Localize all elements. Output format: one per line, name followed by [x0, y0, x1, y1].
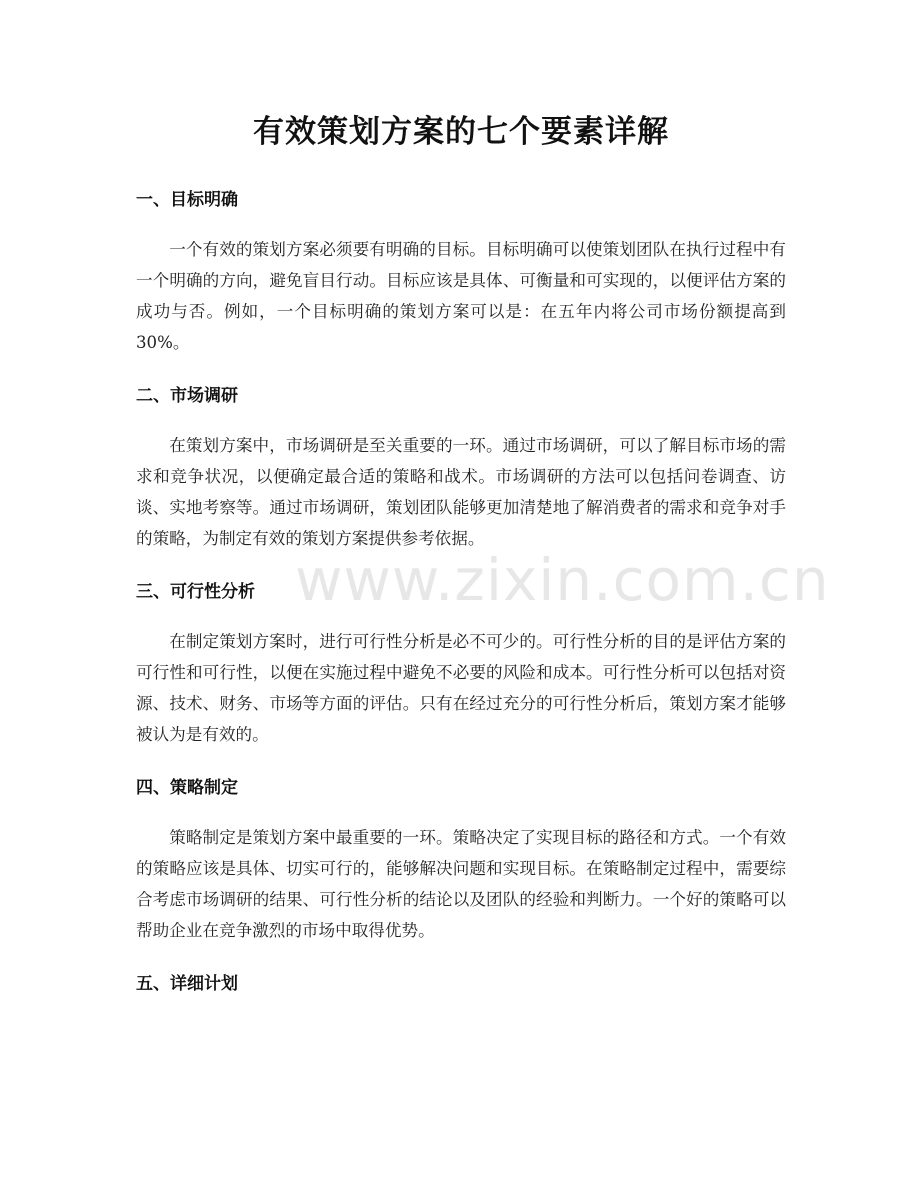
section-paragraph: 策略制定是策划方案中最重要的一环。策略决定了实现目标的路径和方式。一个有效的策略应该是具体、切实可行的，能够解决问题和实现目标。在策略制定过程中，需要综合考虑市场调研的结果、可行性分析的结论以及团队的经验和判断力。一个好的策略可以帮助企业在竞争激烈的市场中取得优势。: [136, 828, 786, 940]
section-feasibility: [136, 580, 786, 750]
section-goal: [136, 188, 786, 358]
document-title: 有效策划方案的七个要素详解: [253, 114, 669, 150]
section-heading: 二、市场调研: [136, 386, 238, 406]
section-heading: 四、策略制定: [136, 778, 238, 798]
document-content: [136, 110, 786, 996]
section-market-research: [136, 384, 786, 554]
section-paragraph: 在制定策划方案时，进行可行性分析是必不可少的。可行性分析的目的是评估方案的可行性和可行性，以便在实施过程中避免不必要的风险和成本。可行性分析可以包括对资源、技术、财务、市场等方面的评估。只有在经过充分的可行性分析后，策划方案才能够被认为是有效的。: [136, 632, 786, 744]
section-detailed-plan: [136, 972, 786, 996]
section-paragraph: 一个有效的策划方案必须要有明确的目标。目标明确可以使策划团队在执行过程中有一个明确的方向，避免盲目行动。目标应该是具体、可衡量和可实现的，以便评估方案的成功与否。例如，一个目标明确的策划方案可以是：在五年内将公司市场份额提高到30%。: [136, 240, 786, 352]
section-paragraph: 在策划方案中，市场调研是至关重要的一环。通过市场调研，可以了解目标市场的需求和竞争状况，以便确定最合适的策略和战术。市场调研的方法可以包括问卷调查、访谈、实地考察等。通过市场调研，策划团队能够更加清楚地了解消费者的需求和竞争对手的策略，为制定有效的策划方案提供参考依据。: [136, 436, 786, 548]
section-heading: 五、详细计划: [136, 974, 238, 994]
section-heading: 一、目标明确: [136, 190, 238, 210]
watermark: www.zixin.com.cn: [295, 546, 830, 614]
section-strategy: [136, 776, 786, 946]
section-heading: 三、可行性分析: [136, 582, 255, 602]
